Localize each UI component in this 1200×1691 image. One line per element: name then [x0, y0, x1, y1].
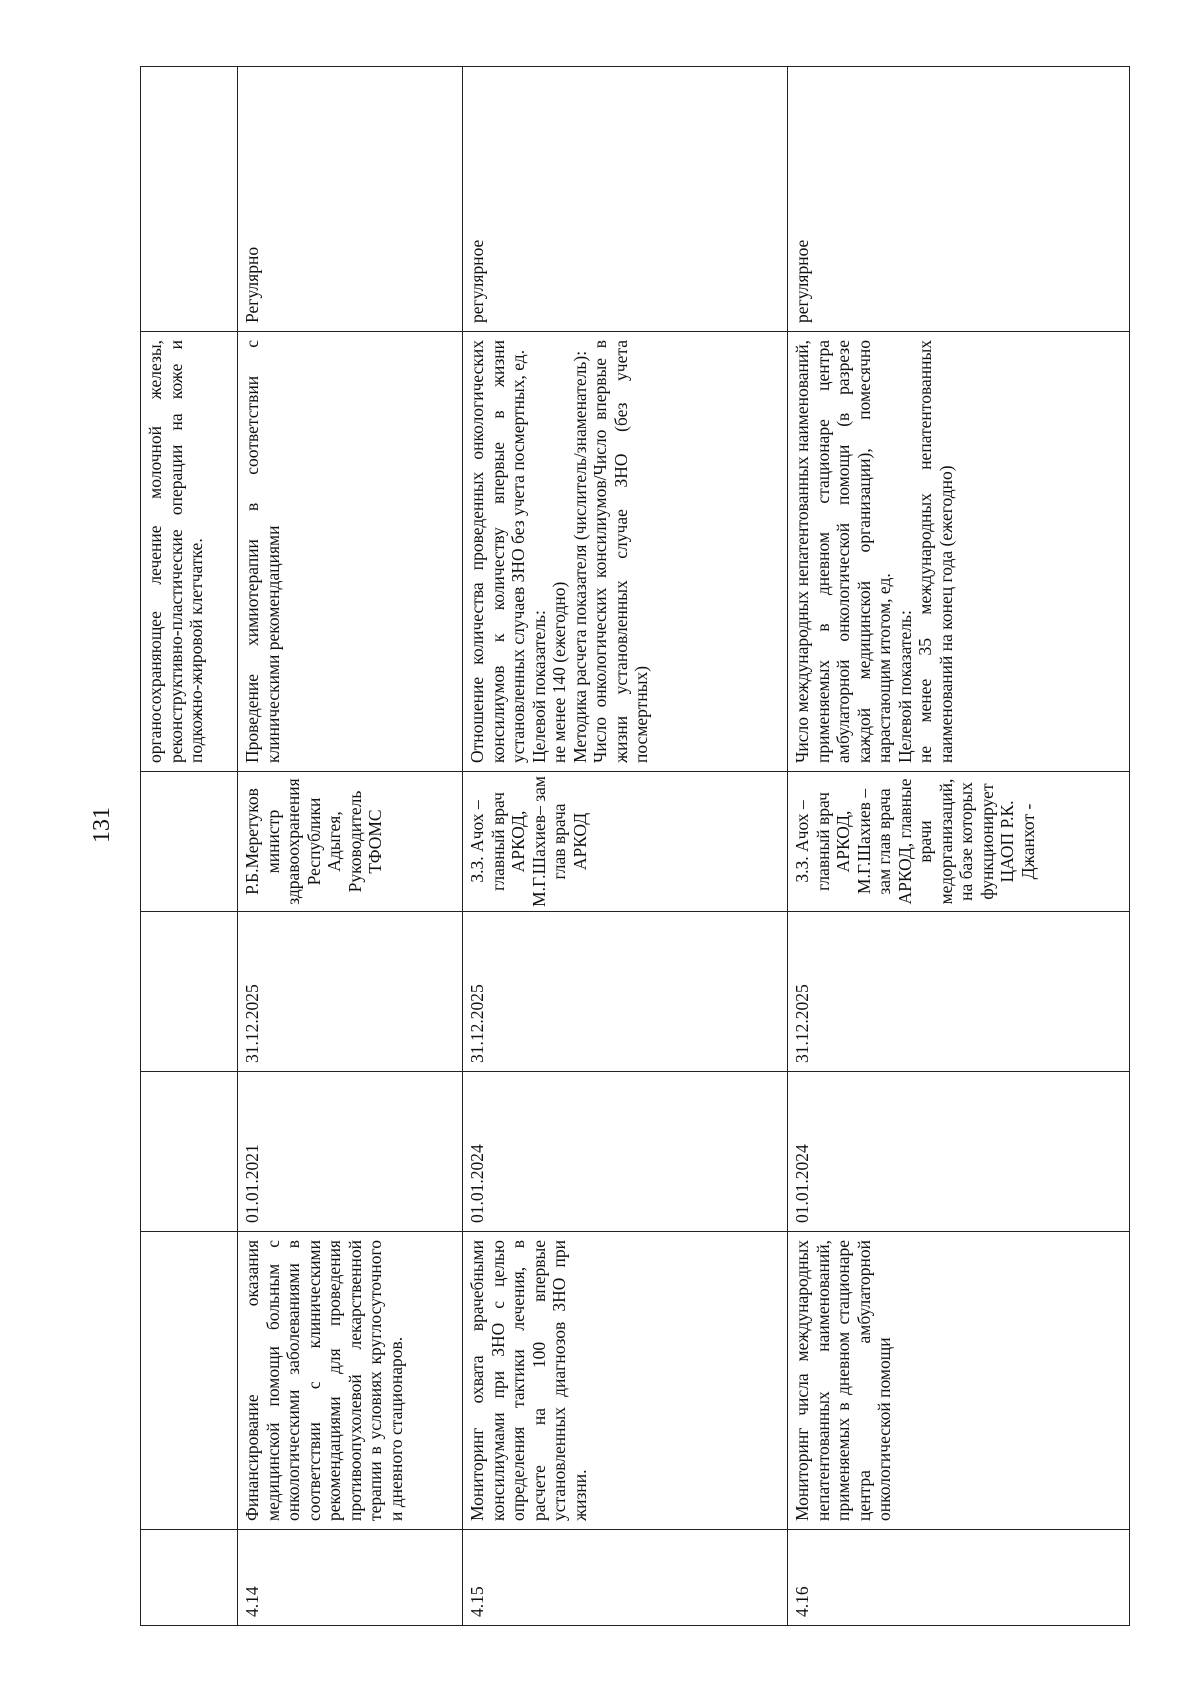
cell-start-date: 01.01.2021	[238, 1071, 462, 1231]
cell-activity	[141, 1231, 237, 1529]
cell-indicator: Отношение количества проведенных онкологических консилиумов к количеству впервые в жизни установленных случаев ЗНО без учета посмертных, ед. Целевой показатель: не менее 140 (ежегодно) Методика расчета показателя (числитель/знаменатель): Число онкологических консилиумов/Число впервые в жизни установленных случае ЗНО (без учета посмертных)	[463, 331, 787, 771]
cell-end-date: 31.12.2025	[788, 911, 1129, 1071]
plan-table	[140, 66, 1130, 1626]
cell-activity: Мониторинг охвата врачебными консилиумами при ЗНО с целью определения тактики лечения, в расчете на 100 впервые установленных диагнозов ЗНО при жизни.	[463, 1231, 787, 1529]
cell-start-date: 01.01.2024	[463, 1071, 787, 1231]
cell-indicator: Число международных непатентованных наименований, применяемых в дневном стационаре центра амбулаторной онкологической помощи (в разрезе каждой медицинской организации), помесячно нарастающим итогом, ед. Целевой показатель: не менее 35 международных непатентованных наименований на конец года (ежегодно)	[788, 331, 1129, 771]
cell-activity: Финансирование оказания медицинской помощи больным с онкологическими заболеваниями в соответствии с клиническими рекомендациями для проведения противоопухолевой лекарственной терапии в условиях круглосуточного и дневного стационаров.	[238, 1231, 462, 1529]
cell-frequency: Регулярно	[242, 246, 262, 323]
cell-end-date: 31.12.2025	[463, 911, 787, 1071]
table-row	[463, 67, 788, 1625]
cell-activity: Мониторинг числа международных непатентованных наименований, применяемых в дневном стационаре центра амбулаторной онкологической помощи	[788, 1231, 1129, 1529]
cell-start-date: 01.01.2024	[788, 1071, 1129, 1231]
cell-number	[141, 1529, 237, 1625]
cell-end-date	[141, 911, 237, 1071]
cell-responsible: Р.Б.Меретуков министр здравоохранения Республики Адыгея, Руководитель ТФОМС	[238, 771, 462, 911]
table-row	[788, 67, 1129, 1625]
cell-number: 4.15	[463, 1529, 787, 1625]
cell-number: 4.14	[238, 1529, 462, 1625]
table-row	[238, 67, 463, 1625]
cell-frequency: регулярное	[792, 239, 812, 323]
cell-responsible	[141, 771, 237, 911]
cell-responsible: З.З. Ачох – главный врач АРКОД, М.Г.Шахиев– зам глав врача АРКОД	[463, 771, 787, 911]
document-sheet	[140, 66, 1130, 1626]
cell-number: 4.16	[788, 1529, 1129, 1625]
page-number: 131	[89, 807, 115, 843]
cell-frequency	[141, 67, 237, 331]
cell-frequency: регулярное	[467, 239, 487, 323]
cell-indicator: органосохраняющее лечение молочной железы, реконструктивно-пластические операции на коже и подкожно-жировой клетчатке.	[141, 331, 237, 771]
cell-end-date: 31.12.2025	[238, 911, 462, 1071]
cell-responsible: З.З. Ачох – главный врач АРКОД, М.Г.Шахиев – зам глав врача АРКОД, главные врачи медорганизаций, на базе которых функционирует ЦАОП Р.К. Джанхот -	[788, 771, 1129, 911]
cell-start-date	[141, 1071, 237, 1231]
cell-indicator: Проведение химиотерапии в соответствии с клиническими рекомендациями	[238, 331, 462, 771]
table-row	[141, 67, 238, 1625]
